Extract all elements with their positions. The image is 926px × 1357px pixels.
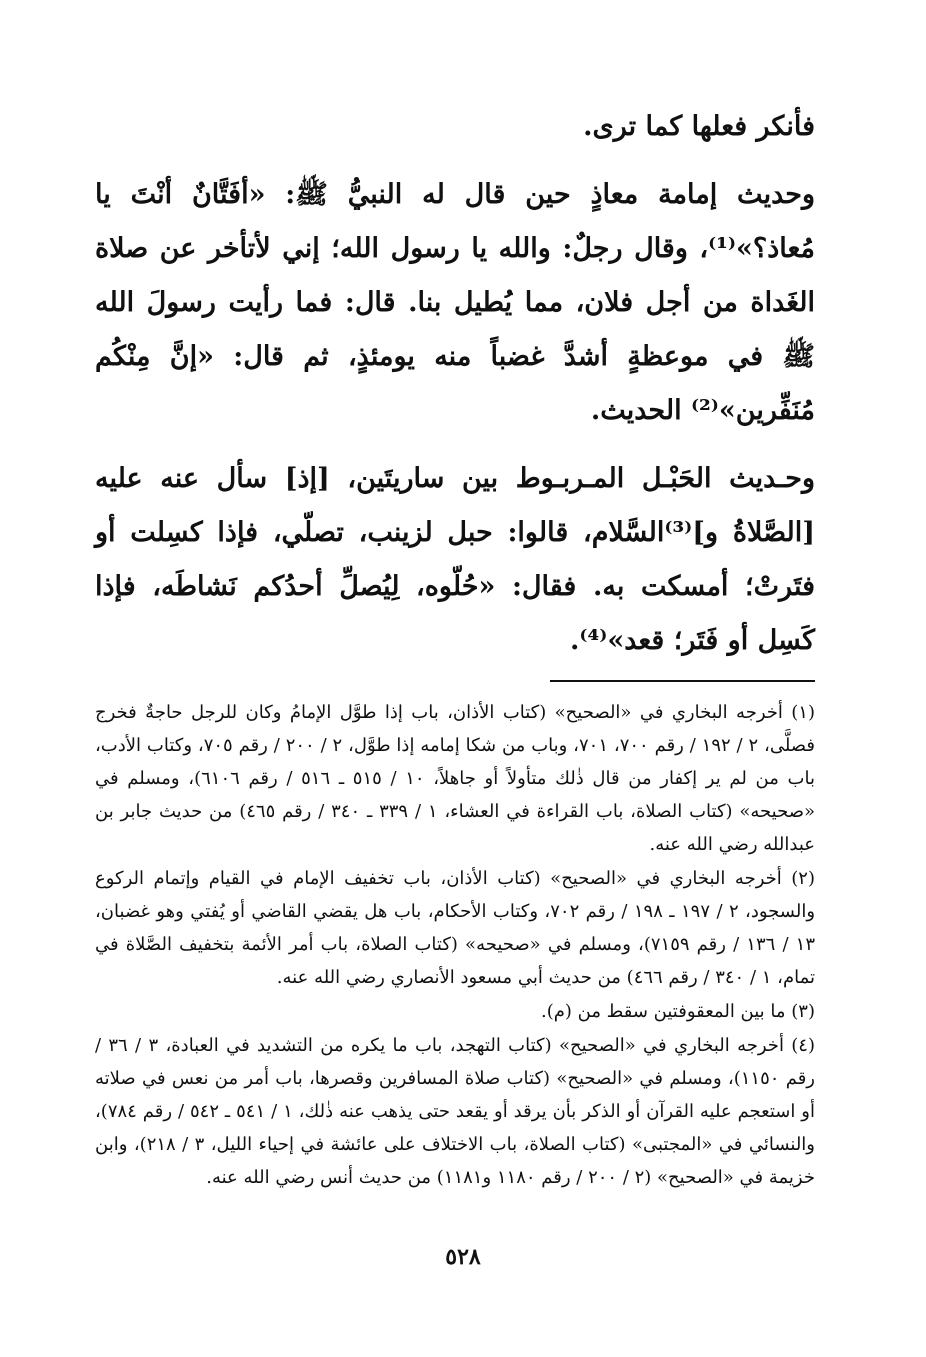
page-number: ٥٢٨ [445, 1244, 481, 1270]
footnotes [95, 696, 815, 1194]
footnote: (٣) ما بين المعقوفتين سقط من (م). [540, 1001, 815, 1022]
main-paragraph: فأنكر فعلها كما ترى. [583, 111, 815, 142]
footnote: (٢) أخرجه البخاري في «الصحيح» (كتاب الأذان، باب تخفيف الإمام في القيام وإتمام الركوع والسجود، ٢ / ١٩٧ ـ ١٩٨ / رقم ٧٠٢، وكتاب الأحكام، باب هل يقضي القاضي أو يُفتي وهو غضبان، ١٣ / ١٣٦ / رقم ٧١٥٩)، ومسلم في «صحيحه» (كتاب الصلاة، باب أمر الأئمة بتخفيف الصَّلاة في تمام، ١ / ٣٤٠ / رقم ٤٦٦) من حديث أبي مسعود الأنصاري رضي الله عنه. [95, 868, 816, 988]
main-text [95, 100, 815, 668]
main-paragraph: وحـديث الحَبْـل المـربـوط بين ساريتَين، [إذ] سأل عنه عليه [الصَّلاةُ و]⁽³⁾السَّلام، قالوا: حبل لزينب، تصلّي، فإذا كسِلت أو فتَرتْ؛ أمسكت به. فقال: «حُلّوه، لِيُصلِّ أحدُكم نَشاطَه، فإذا كَسِل أو فَتَر؛ قعد»⁽⁴⁾. [95, 463, 815, 656]
footnote: (٤) أخرجه البخاري في «الصحيح» (كتاب التهجد، باب ما يكره من التشديد في العبادة، ٣ / ٣٦ / رقم ١١٥٠)، ومسلم في «الصحيح» (كتاب صلاة المسافرين وقصرها، باب أمر من نعس في صلاته أو استعجم عليه القرآن أو الذكر بأن يرقد أو يقعد حتى يذهب عنه ذٰلك، ١ / ٥٤١ ـ ٥٤٢ / رقم ٧٨٤)، والنسائي في «المجتبى» (كتاب الصلاة، باب الاختلاف على عائشة في إحياء الليل، ٣ / ٢١٨)، وابن خزيمة في «الصحيح» (٢ / ٢٠٠ / رقم ١١٨٠ و١١٨١) من حديث أنس رضي الله عنه. [95, 1035, 815, 1188]
page-body [95, 100, 815, 1194]
footnote-separator [550, 680, 815, 682]
main-paragraph: وحديث إمامة معاذٍ حين قال له النبيُّ ﷺ: «أفَتَّانٌ أنْتَ يا مُعاذ؟»⁽¹⁾، وقال رجلٌ: والله يا رسول الله؛ إني لأتأخر عن صلاة الغَداة من أجل فلان، مما يُطيل بنا. قال: فما رأيت رسولَ الله ﷺ في موعظةٍ أشدَّ غضباً منه يومئذٍ، ثم قال: «إنَّ مِنْكُم مُنَفِّرين»⁽²⁾ الحديث. [95, 179, 815, 426]
footnote: (١) أخرجه البخاري في «الصحيح» (كتاب الأذان، باب إذا طوَّل الإمامُ وكان للرجل حاجةٌ فخرج فصلَّى، ٢ / ١٩٢ / رقم ٧٠٠، ٧٠١، وباب من شكا إمامه إذا طوَّل، ٢ / ٢٠٠ / رقم ٧٠٥، وكتاب الأدب، باب من لم ير إكفار من قال ذٰلك متأولاً أو جاهلاً، ١٠ / ٥١٥ ـ ٥١٦ / رقم ٦١٠٦)، ومسلم في «صحيحه» (كتاب الصلاة، باب القراءة في العشاء، ١ / ٣٣٩ ـ ٣٤٠ / رقم ٤٦٥) من حديث جابر بن عبدالله رضي الله عنه. [95, 702, 816, 855]
